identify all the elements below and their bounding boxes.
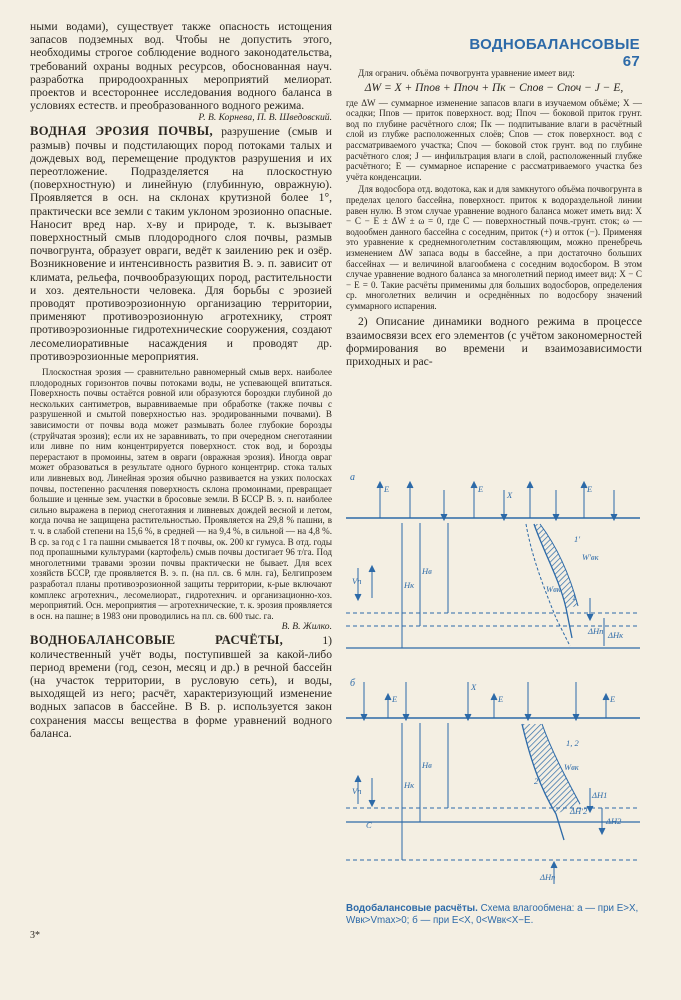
right-para-2: где ΔW — суммарное изменение запасов влаги в изучаемом объёме; X — осадки; Ппов — приток поверхност. вод; Ппоч — боковой приток грунт. вод по глубине расчётного слоя; Пк — подпитывание влаги в расчётный слой из глубже расположенных слоёв; Спов — сток поверхност. вод с рассматриваемого участка; Споч — боковой сток грунт. вод по глубине расчётного слоя; J — инфильтрация влаги в слой, расположенный глубже расчётного; E — суммарное испарение с рассматриваемого участка без учёта конденсации. xyxy=(346,97,642,182)
panel-a-label: а xyxy=(350,472,355,483)
svg-text:1: 1 xyxy=(572,592,577,602)
svg-text:E: E xyxy=(392,694,398,704)
svg-text:X: X xyxy=(471,682,477,692)
svg-text:E: E xyxy=(610,694,616,704)
svg-text:Hв: Hв xyxy=(422,566,432,576)
panel-b-text xyxy=(352,682,622,882)
page-footer-mark: 3* xyxy=(30,930,40,941)
right-para-1: Для огранич. объёма почвогрунта уравнение имеет вид: xyxy=(358,68,575,78)
svg-text:C: C xyxy=(366,820,372,830)
svg-text:E: E xyxy=(498,694,504,704)
svg-text:ΔH'2: ΔH'2 xyxy=(570,806,588,816)
svg-text:E: E xyxy=(384,484,390,494)
svg-text:ΔH2: ΔH2 xyxy=(606,816,622,826)
caption-text: Схема влагообмена: а — при E>X, Wвк>Vmax>0; б — при E<X, 0<Wвк<X−E. xyxy=(346,903,639,926)
svg-text:X: X xyxy=(507,490,513,500)
calc-article xyxy=(30,634,332,740)
svg-text:Hк: Hк xyxy=(404,580,415,590)
left-column xyxy=(30,20,332,740)
svg-text:W'вк: W'вк xyxy=(582,552,599,562)
right-column xyxy=(346,68,642,368)
svg-text:ΔHп: ΔHп xyxy=(540,872,556,882)
caption-title: Водобалансовые расчёты. xyxy=(346,903,478,914)
erosion-details: Плоскостная эрозия — сравнительно равномерный смыв верх. наиболее плодородных горизонтов почвы потоками воды, не успевающей впитаться. Поверхность почвы остаётся ровной или образуются бороздки глубиной до нескольких сантиметров, выравниваемые при обработке (также почвы с разрушенной и смытой поверхностью наз. эродированными почвами). В зависимости от почвы вода может размывать более глубокие борозды (струйчатая эрозия); если их не заравнивать, то при очередном снеготаянии или ливне по ним концентрируется поверхност. сток вод, и борозды перерастают в промоины, затем в овраги (овражная эрозия). Иногда овраг может образоваться в результате одного бурного концентрир. стока талых или ливневых вод. Линейная эрозия обычно развивается на узких полосках почвы, постепенно расчленяя поверхность склона промоинами, превращает большие и ценные зем. участки в бросовые земли. В БССР В. э. п. наиболее сильно выражена в период снеготаяния и ливневых дождей весной и летом, когда почва не защищена растительностью. Проявляется на 29,8 % пашни, в т. ч. в слабой степени на 15,6 %, в средней — на 9,4 %, в сильной — на 4,8 %. В ср. за год с 1 га пашни смывается 18 т почвы, ок. 200 кг гумуса. В отд. годы под пропашными культурами (картофель) смыв почвы достигает 96 т/га. Под многолетними травами эрозии почвы практически не бывает. Для всех хозяйств БССР, где проявляется В. э. п. (на пл. св. 6 млн. га), Белгипрозем разработал планы противоэрозионной защиты территории, к-рые включают комплекс агротехнич., лесомелиорат., гидротехнич. и организационно-хоз. мероприятий. Осн. мероприятия — агротехнические, т. к. эрозия проявляется в осн. на пашне; в 1983 они проводились на пл. св. 600 тыс. га. xyxy=(30,367,332,621)
svg-text:1, 2: 1, 2 xyxy=(566,738,579,748)
running-header: ВОДНОБАЛАНСОВЫЕ 67 xyxy=(469,36,640,70)
svg-text:1': 1' xyxy=(574,534,581,544)
svg-text:2': 2' xyxy=(534,776,541,786)
svg-text:E: E xyxy=(587,484,593,494)
erosion-article xyxy=(30,125,332,363)
svg-text:Vп: Vп xyxy=(352,786,362,796)
right-para-4: 2) Описание динамики водного режима в процессе взаимосвязи всех его элементов (с учётом закономерностей формирования во времени и взаимозависимости приходных и рас- xyxy=(346,315,642,369)
panel-b xyxy=(346,678,640,884)
svg-text:Wвк: Wвк xyxy=(564,762,579,772)
erosion-body: разрушение (смыв и размыв) почвы и подстилающих пород потоками талых и дождевых вод, перемещение продуктов разрушения и их переотложение. Подразделяется на плоскостную (поверхностную) и линейную (глубинную, овражную). Проявляется в осн. на склонах крутизной более 1°, практически все земли с таким уклоном эрозионно опасные. Наносит вред нар. х-ву и природе, т. к. вызывает поверхностный смыв плодородного слоя почвы, размыв почвогрунта, образует овраги, ведёт к заилению рек и озёр. Возникновение и интенсивность развития В. э. п. зависит от климата, рельефа, почвообразующих пород, растительности и хоз. деятельности человека. Для борьбы с эрозией проводят противоэрозионную организацию территории, применяют противоэрозионную агротехнику, строят противоэрозионные гидротехнические сооружения, создают лесомелиоративные насаждения и проводят др. противоэрозионные мероприятия. xyxy=(30,125,332,363)
intro-author: Р. В. Корнева, П. В. Шведовский. xyxy=(198,112,332,124)
svg-text:ΔHк: ΔHк xyxy=(608,630,624,640)
svg-text:Hв: Hв xyxy=(422,760,432,770)
svg-text:ΔH1: ΔH1 xyxy=(592,790,608,800)
right-para-3: Для водосбора отд. водотока, как и для замкнутого объёма почвогрунта в пределах целого бассейна, поверхност. приток к водораздельной линии равен нулю. В этом случае уравнение водного баланса может иметь вид: X − C − E ± ΔW ± ω = 0, где C — поверхностный почв.-грунт. сток; ω — водообмен данного бассейна с соседним, приток (+) и отток (−). Применяя это уравнение к среднемноголетним составляющим, можно пренебречь изменением ΔW запаса воды в бассейне, а при достаточно больших бассейнах — и величиной влагообмена с соседним водосбором. В этом случае уравнение водного баланса за многолетний период имеет вид: X − C − E = 0. Такие расчёты применимы для больших водосборов, определения ср. многолетних величин и осреднённых по водосбору значений суммарного испарения. xyxy=(346,184,642,311)
calc-term: ВОДНОБАЛАНСОВЫЕ РАСЧЁТЫ, xyxy=(30,633,284,648)
balance-formula: ΔW = X + Ппов + Ппоч + Пк − Сnов − Споч − J − E, xyxy=(364,81,624,94)
panel-b-label: б xyxy=(350,678,356,689)
erosion-author: В. В. Жилко. xyxy=(281,621,332,633)
calc-body: 1) количественный учёт воды, поступившей за какой-либо период времени (год, сезон, месяц и др.) в речной бассейн (на участок территории, в русловую сеть), и воды, выходящей из него; расчёт, характеризующий изменение водных запасов в бассейне. В В. р. используется закон сохранения массы вещества в форме уравнений водного баланса. xyxy=(30,634,332,740)
water-exchange-diagram xyxy=(344,468,644,893)
svg-text:E: E xyxy=(478,484,484,494)
erosion-term: ВОДНАЯ ЭРОЗИЯ ПОЧВЫ, xyxy=(30,124,214,139)
svg-text:Vп: Vп xyxy=(352,576,362,586)
svg-text:Wвк: Wвк xyxy=(546,584,561,594)
svg-text:ΔHп: ΔHп xyxy=(588,626,604,636)
figure-caption xyxy=(346,903,642,927)
intro-paragraph: ными водами), существует также опасность истощения запасов подземных вод. Чтобы не допустить этого, необходимы строгое соблюдение водного законодательства, требований охраны водных ресурсов, обоснованная науч. разработка природоохранных мероприятий мелиорат. проектов и всестороннее исследования водного баланса в условиях естеств. и преобразованного водного режима. xyxy=(30,20,332,113)
svg-text:Hк: Hк xyxy=(404,780,415,790)
panel-a-text xyxy=(352,484,624,640)
